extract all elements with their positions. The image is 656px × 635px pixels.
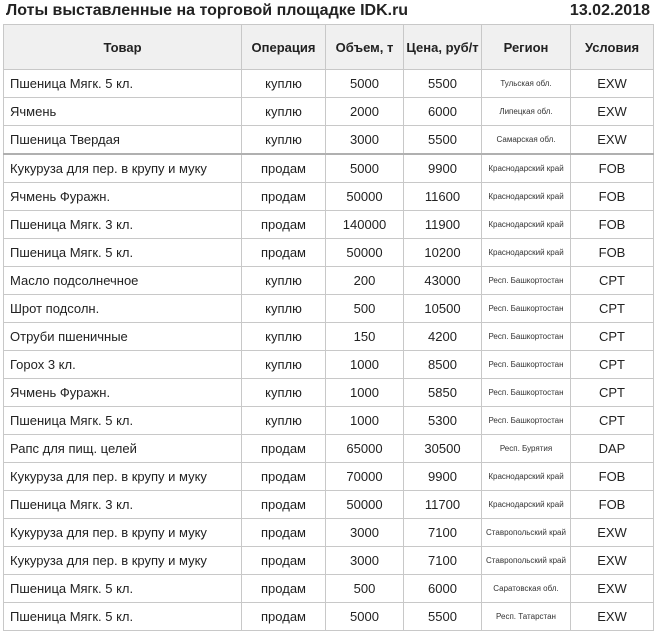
cell-volume: 3000: [326, 519, 404, 547]
cell-price: 7100: [404, 547, 482, 575]
cell-price: 43000: [404, 267, 482, 295]
table-row: [4, 183, 654, 211]
cell-operation: продам: [242, 491, 326, 519]
cell-volume: 50000: [326, 183, 404, 211]
cell-product: Ячмень: [4, 98, 242, 126]
cell-region: Ставропольский край: [482, 519, 571, 547]
cell-region: Респ. Башкортостан: [482, 295, 571, 323]
cell-region: Респ. Башкортостан: [482, 323, 571, 351]
cell-region: Респ. Башкортостан: [482, 267, 571, 295]
table-row: [4, 435, 654, 463]
cell-volume: 1000: [326, 379, 404, 407]
cell-region: Респ. Башкортостан: [482, 379, 571, 407]
cell-operation: продам: [242, 239, 326, 267]
cell-operation: куплю: [242, 267, 326, 295]
cell-product: Кукуруза для пер. в крупу и муку: [4, 154, 242, 183]
table-row: [4, 351, 654, 379]
cell-product: Пшеница Мягк. 3 кл.: [4, 491, 242, 519]
column-header-product: Товар: [4, 25, 242, 70]
cell-region: Краснодарский край: [482, 491, 571, 519]
table-row: [4, 547, 654, 575]
cell-operation: куплю: [242, 98, 326, 126]
table-row: [4, 70, 654, 98]
cell-terms: EXW: [571, 126, 654, 155]
table-row: [4, 98, 654, 126]
cell-region: Самарская обл.: [482, 126, 571, 155]
cell-terms: EXW: [571, 603, 654, 631]
cell-terms: CPT: [571, 323, 654, 351]
cell-product: Пшеница Мягк. 5 кл.: [4, 239, 242, 267]
table-row: [4, 575, 654, 603]
cell-region: Краснодарский край: [482, 463, 571, 491]
cell-operation: продам: [242, 183, 326, 211]
page-title: Лоты выставленные на торговой площадке IDK.ru: [6, 2, 409, 19]
table-row: [4, 154, 654, 183]
cell-product: Кукуруза для пер. в крупу и муку: [4, 463, 242, 491]
cell-region: Тульская обл.: [482, 70, 571, 98]
cell-price: 11900: [404, 211, 482, 239]
table-row: [4, 463, 654, 491]
cell-product: Пшеница Твердая: [4, 126, 242, 155]
cell-terms: DAP: [571, 435, 654, 463]
table-row: [4, 379, 654, 407]
cell-region: Краснодарский край: [482, 239, 571, 267]
cell-volume: 150: [326, 323, 404, 351]
cell-terms: EXW: [571, 98, 654, 126]
cell-product: Пшеница Мягк. 5 кл.: [4, 407, 242, 435]
cell-operation: куплю: [242, 407, 326, 435]
cell-operation: куплю: [242, 323, 326, 351]
cell-volume: 500: [326, 295, 404, 323]
cell-volume: 5000: [326, 603, 404, 631]
cell-price: 11700: [404, 491, 482, 519]
cell-product: Ячмень Фуражн.: [4, 379, 242, 407]
cell-operation: продам: [242, 519, 326, 547]
cell-terms: EXW: [571, 547, 654, 575]
cell-price: 5300: [404, 407, 482, 435]
cell-volume: 2000: [326, 98, 404, 126]
cell-price: 5850: [404, 379, 482, 407]
cell-price: 10200: [404, 239, 482, 267]
cell-region: Респ. Башкортостан: [482, 351, 571, 379]
cell-terms: CPT: [571, 351, 654, 379]
cell-product: Кукуруза для пер. в крупу и муку: [4, 547, 242, 575]
cell-volume: 500: [326, 575, 404, 603]
cell-price: 30500: [404, 435, 482, 463]
cell-volume: 50000: [326, 239, 404, 267]
cell-terms: EXW: [571, 575, 654, 603]
cell-region: Краснодарский край: [482, 211, 571, 239]
cell-operation: продам: [242, 211, 326, 239]
column-header-price: Цена, руб/т: [404, 25, 482, 70]
cell-operation: продам: [242, 463, 326, 491]
cell-volume: 140000: [326, 211, 404, 239]
cell-terms: FOB: [571, 211, 654, 239]
cell-volume: 5000: [326, 70, 404, 98]
cell-price: 10500: [404, 295, 482, 323]
cell-operation: продам: [242, 435, 326, 463]
cell-operation: куплю: [242, 351, 326, 379]
cell-price: 11600: [404, 183, 482, 211]
column-header-volume: Объем, т: [326, 25, 404, 70]
cell-region: Саратовская обл.: [482, 575, 571, 603]
cell-price: 9900: [404, 154, 482, 183]
cell-product: Масло подсолнечное: [4, 267, 242, 295]
cell-terms: CPT: [571, 295, 654, 323]
cell-price: 5500: [404, 70, 482, 98]
cell-product: Горох 3 кл.: [4, 351, 242, 379]
cell-product: Пшеница Мягк. 3 кл.: [4, 211, 242, 239]
column-header-operation: Операция: [242, 25, 326, 70]
cell-product: Пшеница Мягк. 5 кл.: [4, 575, 242, 603]
column-header-region: Регион: [482, 25, 571, 70]
cell-region: Краснодарский край: [482, 183, 571, 211]
cell-product: Рапс для пищ. целей: [4, 435, 242, 463]
cell-region: Респ. Бурятия: [482, 435, 571, 463]
cell-volume: 70000: [326, 463, 404, 491]
cell-operation: продам: [242, 575, 326, 603]
cell-product: Пшеница Мягк. 5 кл.: [4, 603, 242, 631]
cell-price: 8500: [404, 351, 482, 379]
cell-terms: CPT: [571, 267, 654, 295]
cell-operation: продам: [242, 603, 326, 631]
cell-terms: EXW: [571, 70, 654, 98]
title-bar: [0, 0, 656, 22]
cell-terms: FOB: [571, 491, 654, 519]
cell-terms: CPT: [571, 379, 654, 407]
cell-region: Респ. Башкортостан: [482, 407, 571, 435]
table-row: [4, 295, 654, 323]
cell-price: 9900: [404, 463, 482, 491]
cell-operation: куплю: [242, 70, 326, 98]
cell-operation: продам: [242, 154, 326, 183]
cell-region: Респ. Татарстан: [482, 603, 571, 631]
cell-operation: куплю: [242, 295, 326, 323]
cell-product: Пшеница Мягк. 5 кл.: [4, 70, 242, 98]
cell-terms: FOB: [571, 154, 654, 183]
table-row: [4, 519, 654, 547]
cell-volume: 3000: [326, 126, 404, 155]
table-row: [4, 126, 654, 155]
table-row: [4, 407, 654, 435]
date-label: 13.02.2018: [569, 2, 650, 19]
lots-table: [3, 24, 654, 631]
table-header-row: [4, 25, 654, 70]
cell-product: Шрот подсолн.: [4, 295, 242, 323]
table-row: [4, 267, 654, 295]
cell-product: Кукуруза для пер. в крупу и муку: [4, 519, 242, 547]
column-header-terms: Условия: [571, 25, 654, 70]
cell-volume: 5000: [326, 154, 404, 183]
cell-price: 5500: [404, 126, 482, 155]
table-row: [4, 323, 654, 351]
cell-price: 6000: [404, 575, 482, 603]
cell-terms: CPT: [571, 407, 654, 435]
cell-volume: 65000: [326, 435, 404, 463]
cell-region: Краснодарский край: [482, 154, 571, 183]
cell-region: Липецкая обл.: [482, 98, 571, 126]
cell-volume: 1000: [326, 351, 404, 379]
table-row: [4, 603, 654, 631]
cell-terms: EXW: [571, 519, 654, 547]
cell-operation: куплю: [242, 379, 326, 407]
cell-terms: FOB: [571, 183, 654, 211]
cell-price: 5500: [404, 603, 482, 631]
cell-volume: 1000: [326, 407, 404, 435]
table-row: [4, 211, 654, 239]
cell-terms: FOB: [571, 463, 654, 491]
cell-operation: продам: [242, 547, 326, 575]
cell-product: Ячмень Фуражн.: [4, 183, 242, 211]
table-row: [4, 239, 654, 267]
cell-volume: 3000: [326, 547, 404, 575]
cell-price: 6000: [404, 98, 482, 126]
cell-terms: FOB: [571, 239, 654, 267]
table-row: [4, 491, 654, 519]
cell-region: Ставропольский край: [482, 547, 571, 575]
cell-product: Отруби пшеничные: [4, 323, 242, 351]
cell-price: 7100: [404, 519, 482, 547]
cell-volume: 200: [326, 267, 404, 295]
cell-volume: 50000: [326, 491, 404, 519]
cell-price: 4200: [404, 323, 482, 351]
cell-operation: куплю: [242, 126, 326, 155]
